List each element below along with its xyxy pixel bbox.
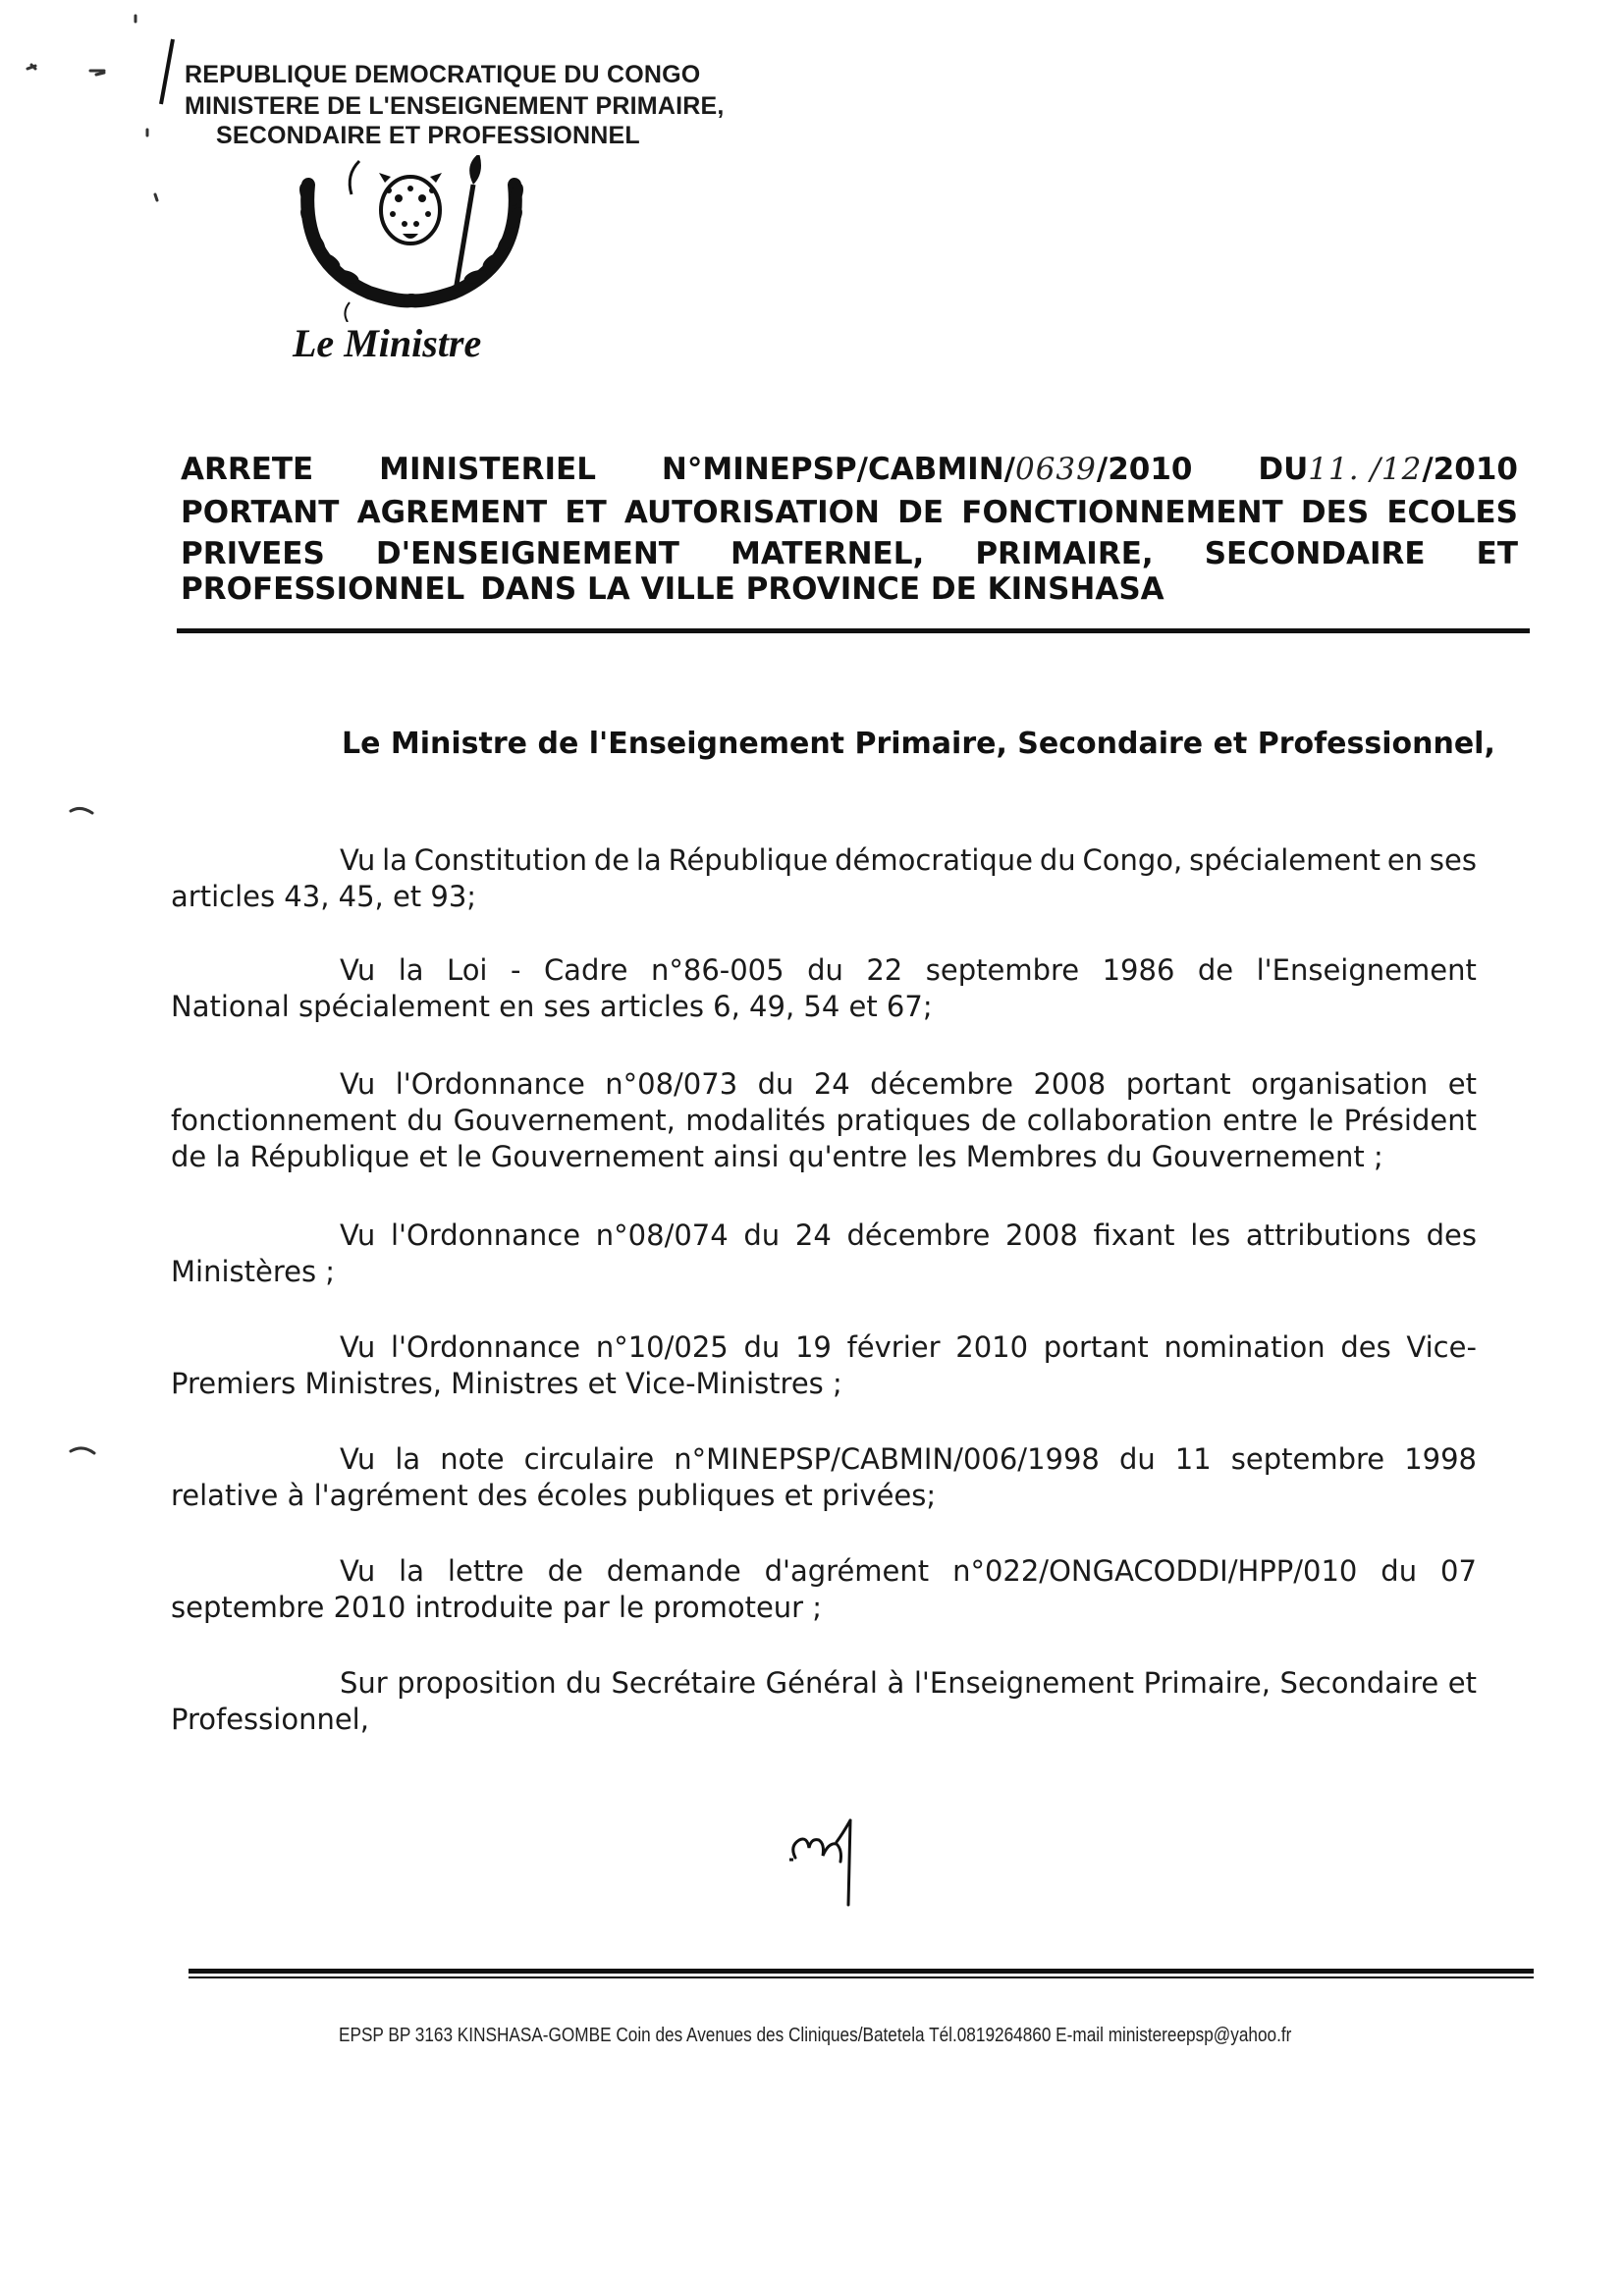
title-line-2: PORTANT AGREMENT ET AUTORISATION DE FONCTIONNEMENT DES ECOLES [181,495,1518,530]
title-line-4: PROFESSIONNEL DANS LA VILLE PROVINCE DE KINSHASA [181,571,1164,607]
title-word: MINISTERIEL [379,452,596,487]
decree-date: DU11. /12/2010 [1258,452,1518,487]
footer-rule-thin [189,1976,1534,1978]
paragraph-line: Vu l'Ordonnance n°10/025 du 19 février 2010 portant nomination des Vice- [340,1330,1477,1364]
title-line-3: PRIVEES D'ENSEIGNEMENT MATERNEL, PRIMAIRE, SECONDAIRE ET [181,536,1518,571]
paragraph-line: Vu l'Ordonnance n°08/073 du 24 décembre 2008 portant organisation et [340,1067,1477,1101]
considerant-proposition [171,1665,1477,1738]
paragraph-line: Premiers Ministres, Ministres et Vice-Ministres ; [171,1367,842,1400]
considerant-loi-cadre [171,952,1477,1025]
considerant-ordonnance-10-025 [171,1329,1477,1402]
paragraph-line: fonctionnement du Gouvernement, modalités pratiques de collaboration entre le Président [171,1104,1477,1137]
footer-rule-thick [189,1969,1534,1974]
handwritten-initials [785,1807,884,1915]
paragraph-line: Vu la Loi - Cadre n°86-005 du 22 septembre 1986 de l'Enseignement [340,953,1477,987]
considerant-note-circulaire [171,1441,1477,1514]
minister-heading: Le Ministre de l'Enseignement Primaire, Secondaire et Professionnel, [342,727,1495,761]
title-underline [177,628,1530,633]
decree-number: N°MINEPSP/CABMIN/0639/2010 [661,452,1193,487]
title-word: ARRETE [181,452,314,487]
paragraph-line: National spécialement en ses articles 6, 49, 54 et 67; [171,990,933,1023]
paragraph-line: Sur proposition du Secrétaire Général à l'Enseignement Primaire, Secondaire et [340,1666,1477,1700]
paragraph-line: Vu la lettre de demande d'agrément n°022/ONGACODDI/HPP/010 du 07 [340,1554,1477,1588]
paragraph-line: Professionnel, [171,1703,369,1736]
handwritten-month: 12 [1380,452,1423,487]
paragraph-line: Vu la Constitution de la République démocratique du Congo, spécialement en ses [340,843,1477,877]
considerant-ordonnance-08-074 [171,1218,1477,1290]
paragraph-line: articles 43, 45, et 93; [171,880,477,913]
handwritten-day: 11 [1308,452,1349,487]
paragraph-line: relative à l'agrément des écoles publiques et privées; [171,1479,937,1512]
footer-address: EPSP BP 3163 KINSHASA-GOMBE Coin des Avenues des Cliniques/Batetela Tél.0819264860 E-mail ministereepsp@yahoo.fr [339,2025,1292,2046]
paragraph-line: Vu l'Ordonnance n°08/074 du 24 décembre 2008 fixant les attributions des [340,1218,1477,1252]
paragraph-line: septembre 2010 introduite par le promoteur ; [171,1591,823,1624]
paragraph-line: Vu la note circulaire n°MINEPSP/CABMIN/006/1998 du 11 septembre 1998 [340,1442,1477,1476]
paragraph-line: de la République et le Gouvernement ainsi qu'entre les Membres du Gouvernement ; [171,1140,1383,1173]
coat-of-arms-emblem [291,155,532,322]
pen-stroke-mark [161,39,173,104]
considerant-ordonnance-08-073 [171,1066,1477,1175]
header-ministry-line1: MINISTERE DE L'ENSEIGNEMENT PRIMAIRE, [185,92,725,120]
considerant-lettre-demande [171,1553,1477,1626]
minister-title-signature: Le Ministre [293,321,482,365]
header-ministry-line2: SECONDAIRE ET PROFESSIONNEL [216,122,640,149]
paragraph-line: Ministères ; [171,1255,336,1288]
header-country: REPUBLIQUE DEMOCRATIQUE DU CONGO [185,61,701,88]
considerant-constitution [171,842,1477,915]
handwritten-number: 0639 [1014,452,1097,487]
title-line-1 [181,452,1518,487]
